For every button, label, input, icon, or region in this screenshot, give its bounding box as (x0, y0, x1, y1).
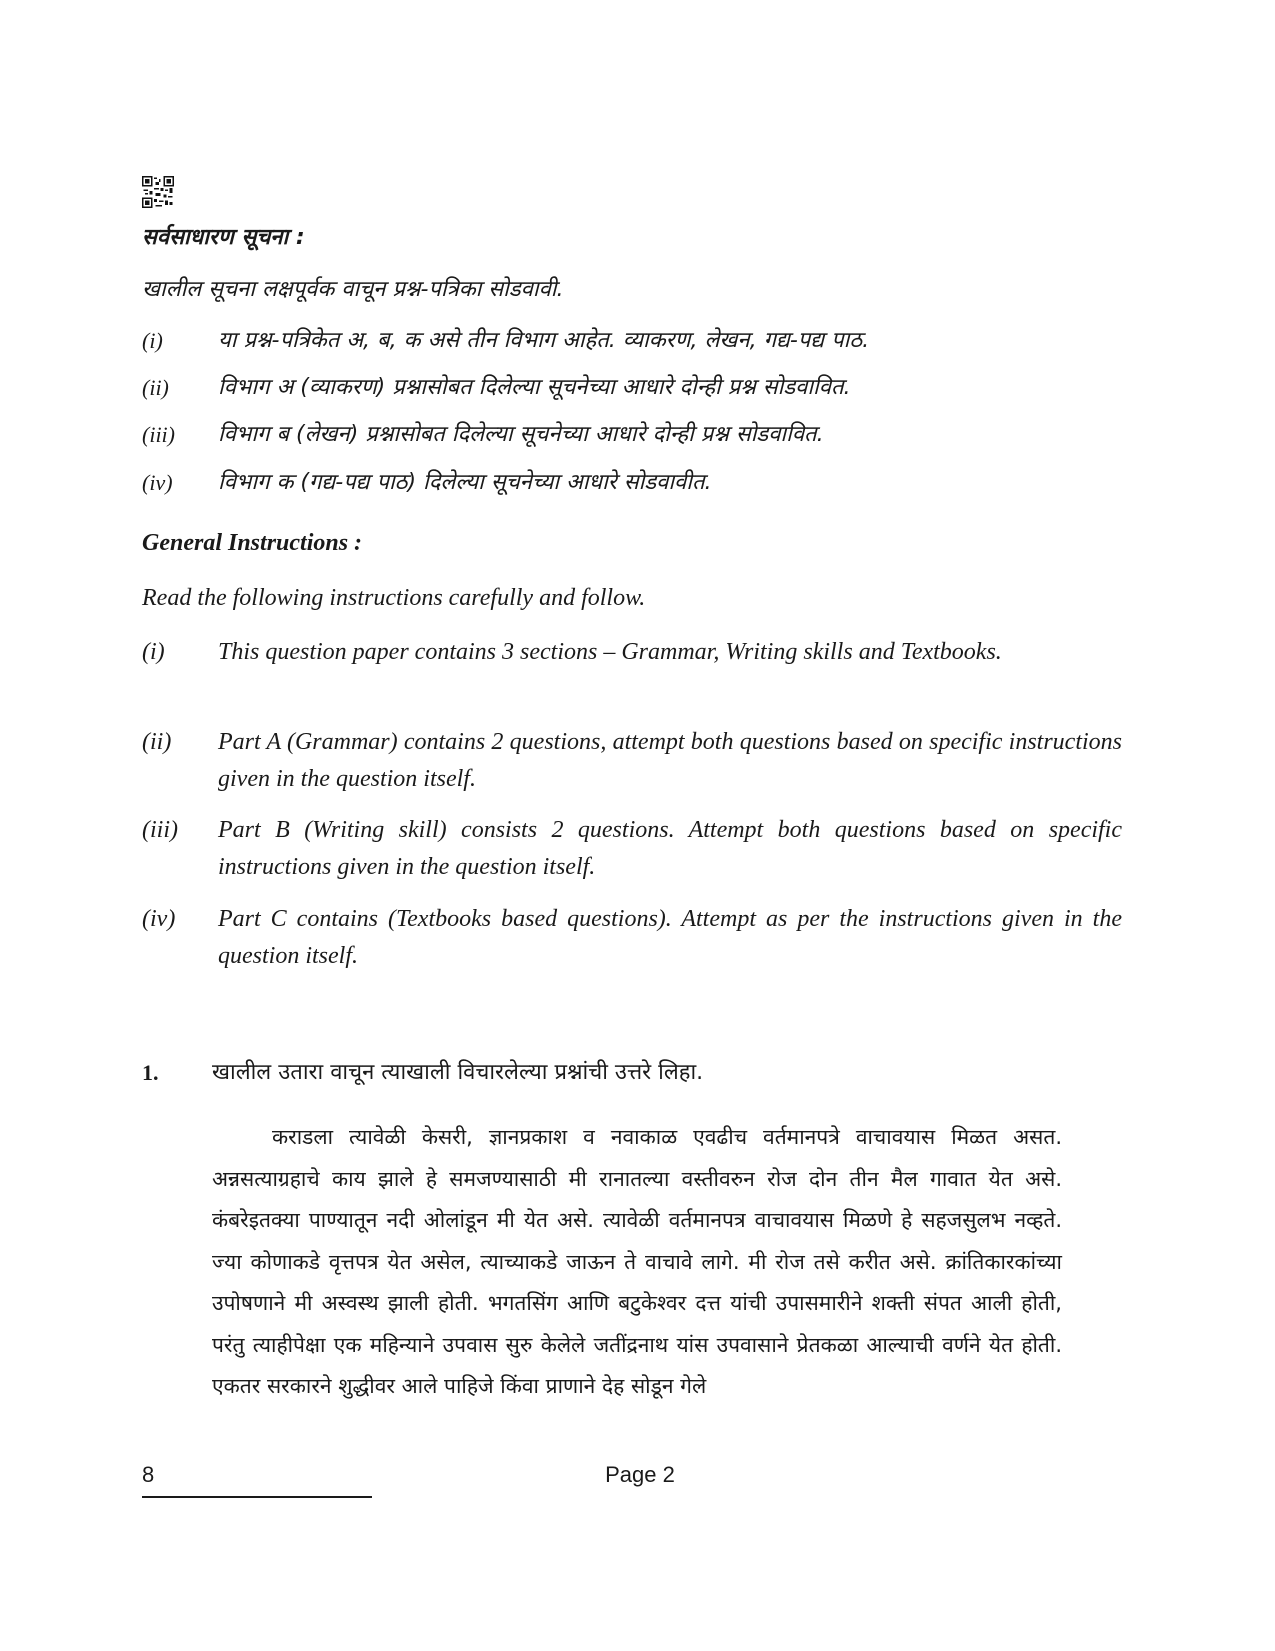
item-number: (ii) (142, 729, 172, 755)
marathi-instructions-intro: खालील सूचना लक्षपूर्वक वाचून प्रश्न-पत्रिका सोडवावी. (142, 277, 564, 302)
item-text: Part B (Writing skill) consists 2 questions. Attempt both questions based on specific instructions given in the question itself. (218, 817, 1122, 880)
footer-code: 8 (142, 1462, 155, 1487)
item-number: (iii) (142, 817, 178, 843)
item-number: (iv) (142, 906, 176, 932)
item-text: विभाग ब (लेखन) प्रश्नासोबत दिलेल्या सूचनेच्या आधारे दोन्ही प्रश्न सोडवावित. (218, 422, 824, 447)
question-prompt: खालील उतारा वाचून त्याखाली विचारलेल्या प्रश्नांची उत्तरे लिहा. (212, 1060, 704, 1085)
item-number: (i) (142, 639, 165, 665)
qr-code-icon (142, 176, 174, 208)
item-number: (iv) (142, 470, 173, 495)
general-instructions-heading: General Instructions : (142, 530, 363, 556)
item-text: विभाग अ (व्याकरण) प्रश्नासोबत दिलेल्या सूचनेच्या आधारे दोन्ही प्रश्न सोडवावित. (218, 375, 851, 400)
item-text: This question paper contains 3 sections – Grammar, Writing skills and Textbooks. (218, 639, 1002, 665)
reading-passage: कराडला त्यावेळी केसरी, ज्ञानप्रकाश व नवाकाळ एवढीच वर्तमानपत्रे वाचावयास मिळत असत. अन्नसत्याग्रहाचे काय झाले हे समजण्यासाठी मी रानातल्या वस्तीवरुन रोज दोन तीन मैल गावात येत असे. कंबरेइतक्या पाण्यातून नदी ओलांडून मी येत असे. त्यावेळी वर्तमानपत्र वाचावयास मिळणे हे सहजसुलभ नव्हते. ज्या कोणाकडे वृत्तपत्र येत असेल, त्याच्याकडे जाऊन ते वाचावे लागे. मी रोज तसे करीत असे. क्रांतिकारकांच्या उपोषणाने मी अस्वस्थ झाली होती. भगतसिंग आणि बटुकेश्वर दत्त यांची उपासमारीने शक्ती संपत आली होती, परंतु त्याहीपेक्षा एक महिन्याने उपवास सुरु केलेले जतींद्रनाथ यांस उपवासाने प्रेतकळा आल्याची वर्णने येत होती. एकतर सरकारने शुद्धीवर आले पाहिजे किंवा प्राणाने देह सोडून गेले (212, 1125, 1062, 1398)
general-instructions-intro: Read the following instructions carefully and follow. (142, 585, 646, 611)
marathi-instructions-heading: सर्वसाधारण सूचना : (142, 225, 305, 250)
item-number: (ii) (142, 375, 169, 400)
question-number: 1. (142, 1060, 159, 1085)
item-number: (iii) (142, 422, 175, 447)
item-text: विभाग क (गद्य-पद्य पाठ) दिलेल्या सूचनेच्या आधारे सोडवावीत. (218, 470, 712, 495)
item-text: या प्रश्न-पत्रिकेत अ, ब, क असे तीन विभाग आहेत. व्याकरण, लेखन, गद्य-पद्य पाठ. (218, 328, 870, 353)
item-text: Part A (Grammar) contains 2 questions, attempt both questions based on specific instructions given in the question itself. (218, 729, 1122, 792)
page-number: Page 2 (605, 1462, 675, 1487)
item-text: Part C contains (Textbooks based questions). Attempt as per the instructions given in the question itself. (218, 906, 1122, 969)
item-number: (i) (142, 328, 163, 353)
footer-divider (142, 1496, 372, 1498)
